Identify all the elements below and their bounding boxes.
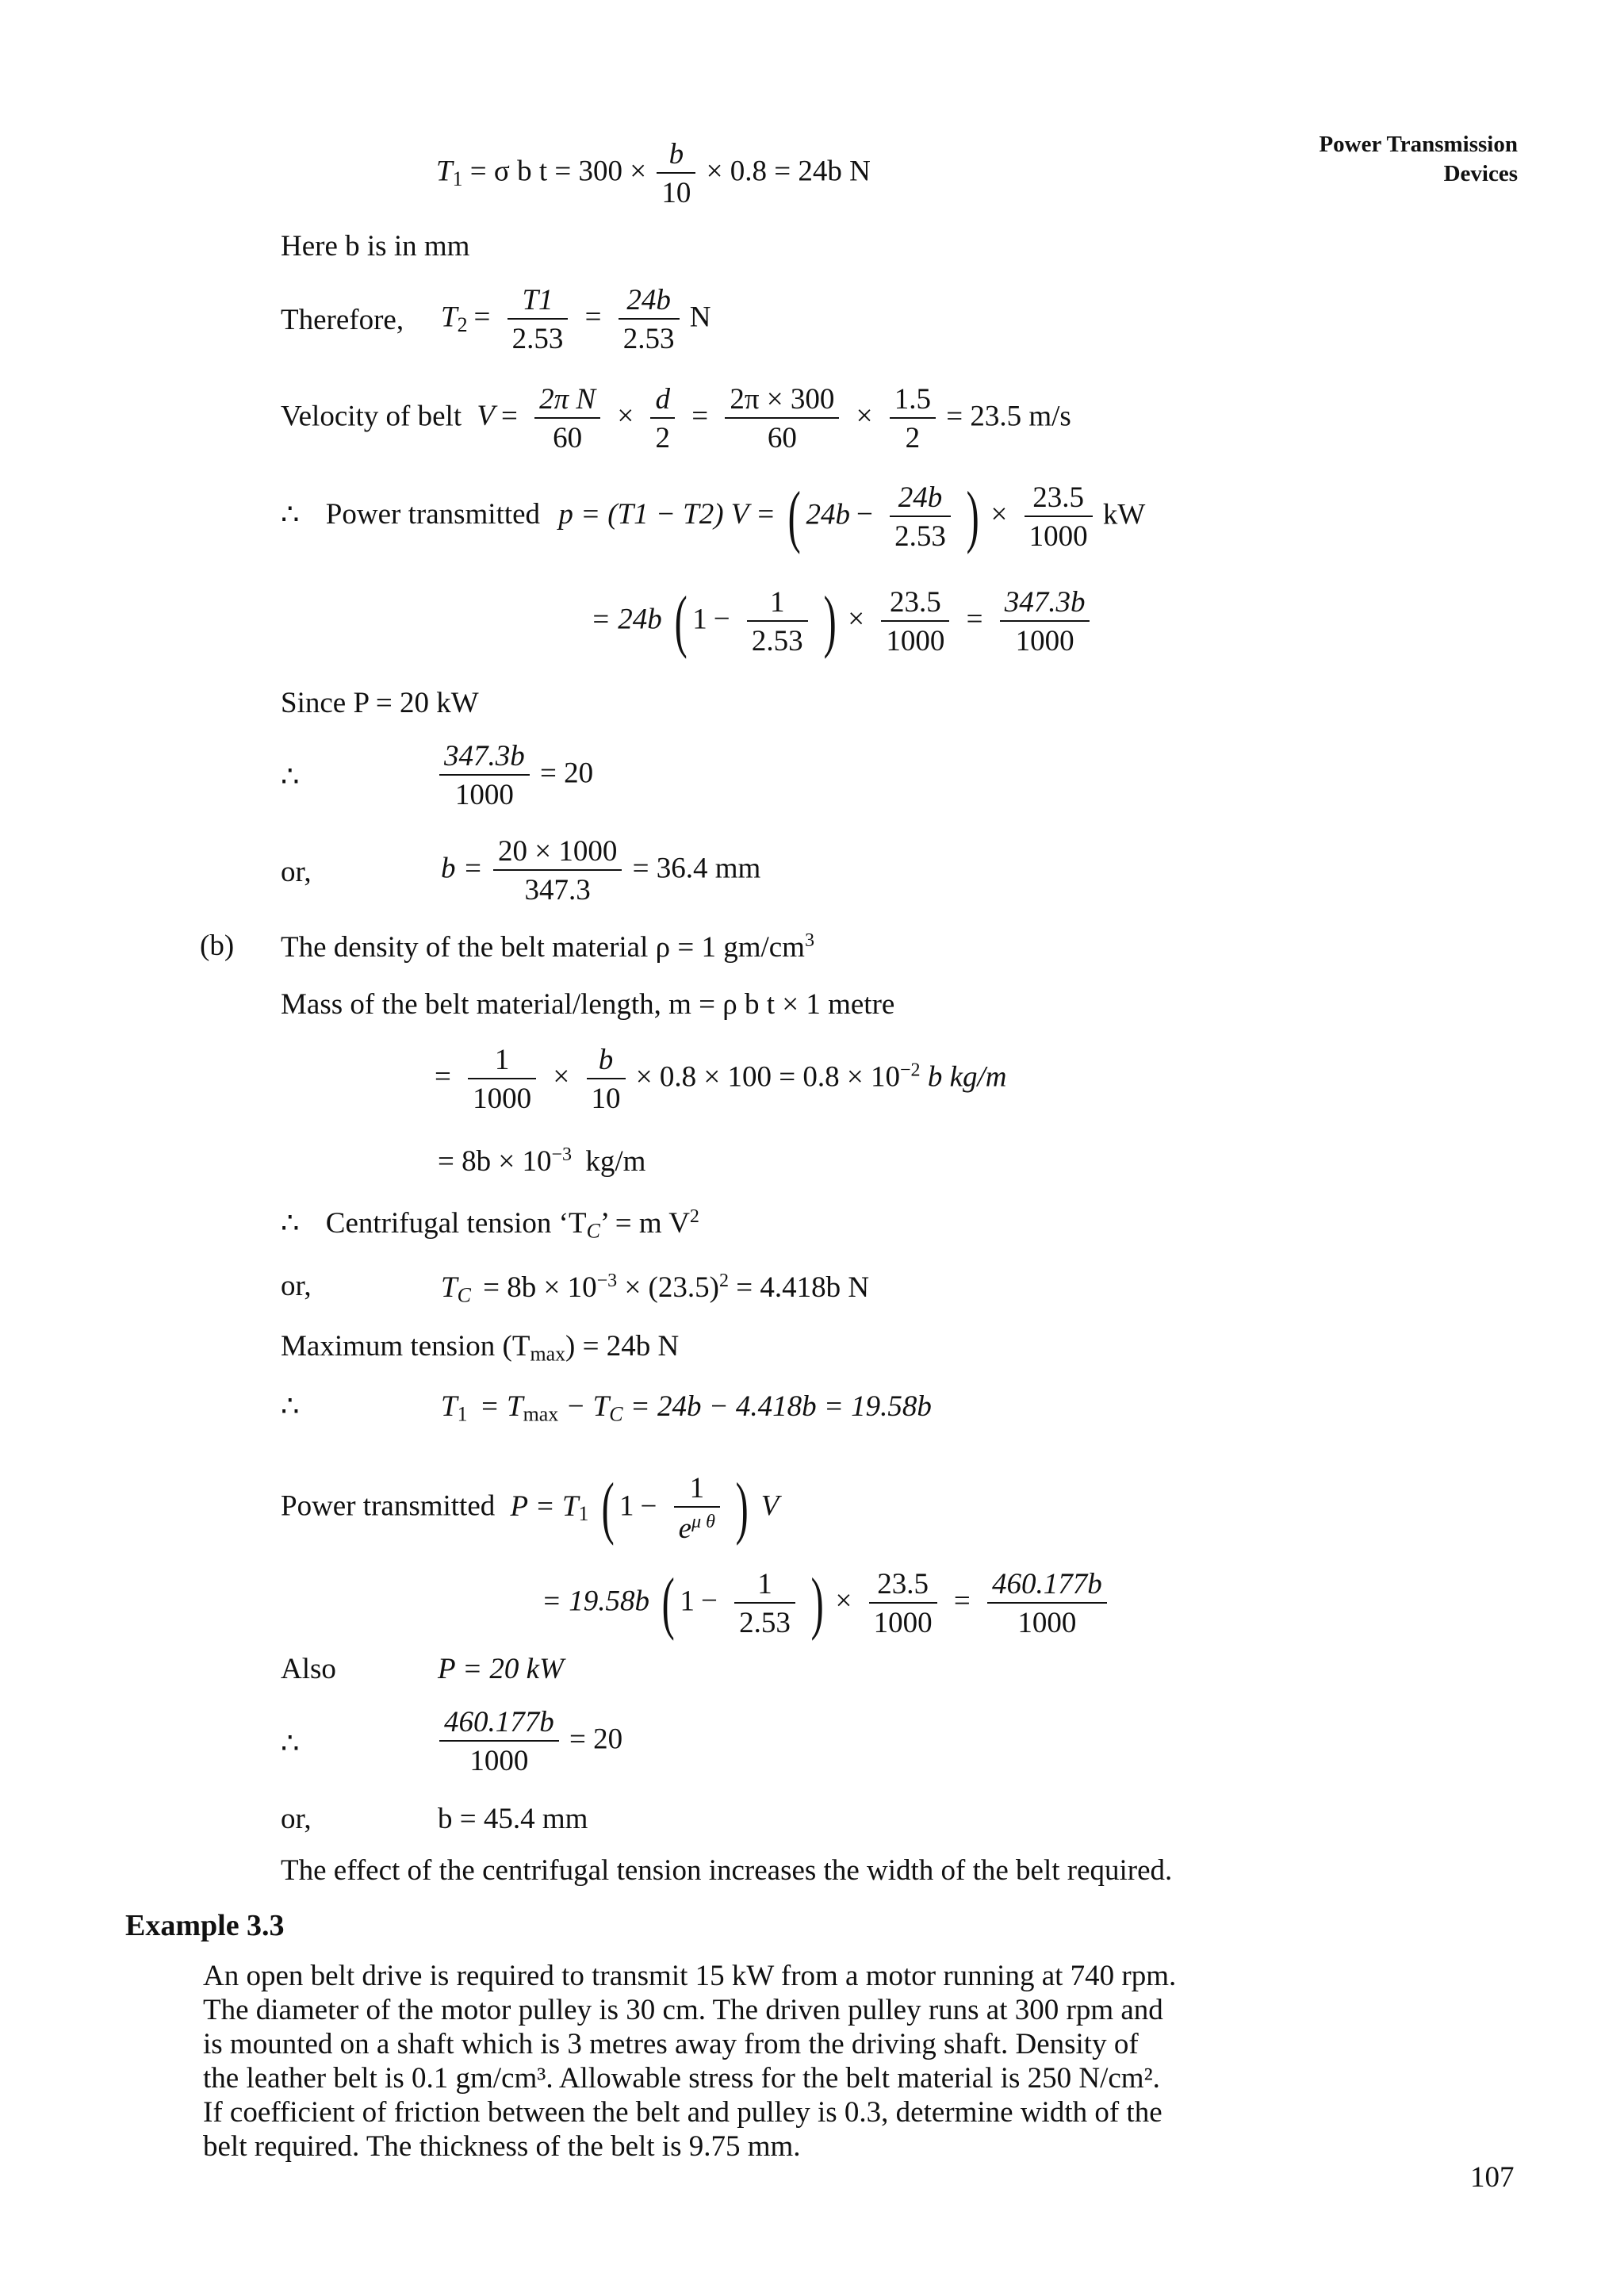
equals-20: = 20: [540, 757, 594, 790]
equation-460b-eq-20: [436, 1708, 622, 1776]
text-since: Since P = 20 kW: [281, 687, 479, 719]
therefore-symbol: ∴: [281, 498, 300, 531]
equation-t1-max: $T_1 = T_{max} - T_C = 24b - 4.418b = 19.58b$: [441, 1390, 932, 1426]
centrifugal-sup: 2: [689, 1206, 699, 1227]
tc-line: = 8b × 10: [483, 1271, 597, 1305]
text-also-value: P = 20 kW: [438, 1653, 564, 1685]
fraction-b-over-10: $\frac{b}{10}$: [657, 140, 695, 208]
therefore-symbol-4: ∴: [281, 1390, 300, 1423]
therefore-symbol-5: ∴: [281, 1727, 300, 1760]
text-centrifugal: [281, 1207, 699, 1242]
equation-t2: $T_2$ = $\frac{T1}{2.53}$ = $\frac{24b}{2.53}$ N: [441, 284, 711, 355]
maxten-sub: max: [530, 1342, 566, 1366]
equation-power: ∴ Power transmitted p = (T1 − T2) V = ( 24b − $\frac{24b}{2.53}$ ) × $\frac{23.5}{1000}$ kW: [281, 478, 1146, 555]
pt-den: e: [678, 1512, 692, 1546]
equation-power-2: = 24b ( 1 − $\frac{1}{2.53}$ ) × $\frac{23.5}{1000}$ = $\frac{347.3b}{1000}$: [591, 587, 1093, 657]
maxten-text: Maximum tension (T: [281, 1330, 530, 1363]
equation-mass-2: [438, 1144, 646, 1179]
fraction-460.177b-1000-b: $\frac{460.177b}{1000}$: [439, 1708, 559, 1776]
pt2-lead: = 19.58b: [542, 1585, 649, 1618]
t1-line-sub2: C: [609, 1402, 623, 1426]
label-or-1: or,: [281, 856, 312, 888]
power-label: Power transmitted: [325, 498, 541, 531]
example-paragraph: [203, 1959, 1210, 2164]
equation-347b-eq-20: [436, 742, 593, 810]
fraction-b-10-mass: $\frac{b}{10}$: [587, 1045, 626, 1114]
pt-sub: 1: [578, 1502, 589, 1526]
label-or-3: or,: [281, 1803, 312, 1835]
header-line-2: Devices: [1443, 161, 1518, 186]
mass-exp: −2: [899, 1060, 921, 1081]
header-line-1: Power Transmission: [1319, 132, 1518, 157]
example-line-1: An open belt drive is required to transmit 15 kW from a motor running at 740 rpm.: [203, 1960, 1177, 1992]
label-also: Also: [281, 1653, 336, 1685]
tc-result: = 4.418b N: [736, 1271, 870, 1305]
centrifugal-tail: ’ = m V: [599, 1207, 690, 1240]
text-effect: The effect of the centrifugal tension increases the width of the belt required.: [281, 1854, 1173, 1887]
mass-tail2: b kg/m: [927, 1060, 1007, 1094]
t1-line-a: = T: [479, 1390, 523, 1423]
unit-n: N: [689, 301, 711, 334]
pt-expr: P = T: [510, 1489, 579, 1523]
t1-line-c: = 24b − 4.418b = 19.58b: [630, 1390, 932, 1423]
b-lhs: b =: [441, 852, 483, 885]
fraction-1-2.53: $\frac{1}{2.53}$: [747, 588, 808, 656]
fraction-d-2: $\frac{d}{2}$: [650, 385, 675, 453]
fraction-23.5-1000: $\frac{23.5}{1000}$: [1025, 483, 1093, 551]
equation-velocity: Velocity of belt V = $\frac{\text{2π N}}{60}$ × $\frac{d}{2}$ = $\frac{2\pi \times 300}{60}$ × $\frac{1.5}{2}$ = 23.5 m/s: [281, 383, 1071, 454]
fraction-20x1000-347.3: $\frac{20 \times 1000}{347.3}$: [493, 837, 622, 905]
fraction-24b-over-2.53: $\frac{24b}{2.53}$: [619, 286, 680, 354]
fraction-23.5-1000-b: $\frac{23.5}{1000}$: [881, 588, 949, 656]
mass2-tail: kg/m: [585, 1145, 646, 1179]
equation-pt: Power transmitted $P = T_1$ ( 1 − $\frac{1}{e^{\mu \theta}}$ ) V: [281, 1470, 779, 1547]
fraction-1.5-2: $\frac{1.5}{2}$: [890, 385, 936, 453]
example-line-5: If coefficient of friction between the belt and pulley is 0.3, determine width of the: [203, 2096, 1162, 2129]
text-here-b: Here b is in mm: [281, 230, 470, 263]
text-b-final: b = 45.4 mm: [438, 1803, 588, 1835]
mass-tail: × 0.8 × 100 = 0.8 × 10: [635, 1060, 900, 1094]
running-header: [1319, 130, 1518, 189]
fraction-24b-2.53: $\frac{24b}{2.53}$: [890, 483, 951, 551]
tc-sup: 2: [718, 1271, 729, 1291]
example-line-6: belt required. The thickness of the belt is 9.75 mm.: [203, 2130, 801, 2163]
fraction-347.3b-1000-b: $\frac{347.3b}{1000}$: [439, 742, 530, 810]
fraction-1-1000: $\frac{1}{1000}$: [468, 1045, 536, 1114]
equation-b-36: [441, 837, 760, 905]
fraction-347.3b-1000: $\frac{347.3b}{1000}$: [1000, 588, 1090, 656]
example-line-2: The diameter of the motor pulley is 30 cm. The driven pulley runs at 300 rpm and: [203, 1994, 1163, 2026]
equation-mass: = $\frac{1}{1000}$ × $\frac{b}{10}$ × $0.8 \times 100 = 0.8 \times 10^{-2}$ b kg/m: [435, 1044, 1007, 1115]
power2-lead: = 24b: [591, 603, 662, 636]
b-result: = 36.4 mm: [632, 852, 761, 885]
page-number: 107: [1470, 2161, 1515, 2194]
label-part-b: (b): [200, 930, 235, 962]
fraction-t1-over-2.53: $\frac{T1}{2.53}$: [508, 286, 569, 354]
equation-t1: $T_1 = \sigma$ b t = 300 × $\frac{b}{10}$ × 0.8 = 24b N: [436, 138, 871, 209]
therefore-symbol-2: ∴: [281, 761, 300, 793]
fraction-460.177b-1000: $\frac{460.177b}{1000}$: [987, 1570, 1107, 1638]
tc-exp: −3: [596, 1271, 618, 1291]
t1-line-sub: max: [523, 1402, 559, 1426]
t1-rhs: = σ b t = 300 ×: [469, 155, 647, 188]
unit-kw: kW: [1102, 498, 1146, 531]
fraction-1-2.53-b: $\frac{1}{2.53}$: [734, 1570, 795, 1638]
maxten-tail: ) = 24b N: [565, 1330, 680, 1363]
fraction-1-e-mu-theta: $\frac{1}{e^{\mu \theta}}$: [674, 1474, 720, 1543]
equals-20-b: = 20: [569, 1723, 623, 1756]
density-text: The density of the belt material ρ = 1 gm/cm: [281, 931, 805, 964]
pt-label: Power transmitted: [281, 1489, 496, 1523]
therefore-symbol-3: ∴: [281, 1207, 300, 1240]
t1-line-b: − T: [565, 1390, 610, 1423]
label-therefore: Therefore,: [281, 304, 404, 336]
fraction-2pi300-60: $\frac{2\pi \times 300}{60}$: [725, 385, 839, 453]
power-expr: p = (T1 − T2) V =: [558, 498, 776, 531]
equation-tc: $T_C = 8b \times 10^{-3} \times (23.5)^2 = 4.418b$ N: [441, 1271, 870, 1307]
fraction-2piN-60: $\frac{\text{2π N}}{60}$: [534, 385, 600, 453]
example-heading: Example 3.3: [125, 1909, 285, 1942]
centrifugal-sub: C: [586, 1219, 600, 1243]
text-max-tension: [281, 1332, 679, 1364]
centrifugal-text: Centrifugal tension ‘T: [325, 1207, 587, 1240]
label-or-2: or,: [281, 1270, 312, 1302]
equation-pt-2: = 19.58b ( 1 − $\frac{1}{2.53}$ ) × $\frac{23.5}{1000}$ = $\frac{460.177b}{1000}$: [542, 1569, 1110, 1639]
text-density: [281, 931, 814, 962]
fraction-23.5-1000-c: $\frac{23.5}{1000}$: [869, 1570, 937, 1638]
pt-v: V: [760, 1489, 779, 1523]
t1-tail: × 0.8 = 24b N: [706, 155, 871, 188]
velocity-label: Velocity of belt: [281, 400, 462, 433]
mass2-exp: −3: [551, 1144, 573, 1165]
text-mass: Mass of the belt material/length, m = ρ b t × 1 metre: [281, 988, 895, 1021]
example-line-3: is mounted on a shaft which is 3 metres away from the driving shaft. Density of: [203, 2028, 1139, 2060]
example-line-4: the leather belt is 0.1 gm/cm³. Allowable stress for the belt material is 250 N/cm².: [203, 2062, 1160, 2095]
pt-den-sup: μ θ: [691, 1512, 715, 1532]
mass2: = 8b × 10: [438, 1145, 552, 1179]
tc-tail: × (23.5): [624, 1271, 719, 1305]
density-sup: 3: [804, 930, 814, 951]
velocity-result: = 23.5 m/s: [946, 400, 1071, 433]
